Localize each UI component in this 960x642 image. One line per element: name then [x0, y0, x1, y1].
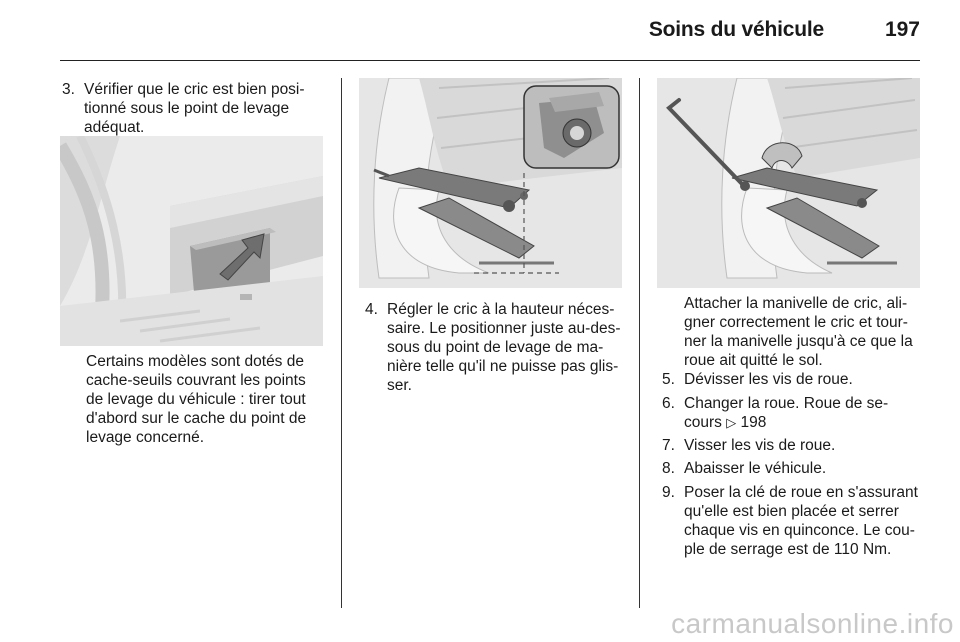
- text-line: Changer la roue. Roue de se-: [684, 395, 889, 412]
- column-divider-left: [341, 78, 342, 608]
- text-line: [684, 413, 888, 433]
- step-text: [684, 483, 918, 559]
- text-line: tionné sous le point de levage: [84, 100, 290, 117]
- text-line: Vérifier que le cric est bien posi-: [84, 81, 305, 98]
- text-line: ple de serrage est de 110 Nm.: [684, 541, 892, 558]
- sill-cover-illustration: [60, 136, 323, 346]
- text-line: d'abord sur le cache du point de: [86, 410, 307, 427]
- section-title: Soins du véhicule: [648, 18, 824, 41]
- figure-crank-handle: [657, 78, 920, 288]
- text-line: Poser la clé de roue en s'assurant: [684, 484, 918, 501]
- text-line: gner correctement le cric et tour-: [684, 314, 908, 331]
- step-number: 9.: [662, 484, 675, 501]
- step-number: 7.: [662, 437, 675, 454]
- step-text: [684, 459, 826, 478]
- step-number: 6.: [662, 395, 675, 412]
- page-number: 197: [884, 18, 920, 41]
- jack-position-illustration: [359, 78, 622, 288]
- step-number: 8.: [662, 460, 675, 477]
- step-number: 3.: [62, 81, 75, 98]
- text-line: chaque vis en quinconce. Le cou-: [684, 522, 915, 539]
- page-reference-arrow-icon: ▷: [726, 416, 737, 431]
- text-line: adéquat.: [84, 119, 145, 136]
- figure-sill-cover: [60, 136, 323, 346]
- text-line: cache-seuils couvrant les points: [86, 372, 306, 389]
- text-line: sous du point de levage de ma-: [387, 339, 604, 356]
- text-line: nière telle qu'il ne puisse pas glis-: [387, 358, 619, 375]
- page-reference-link[interactable]: 198: [740, 414, 767, 431]
- column-divider-right: [639, 78, 640, 608]
- text-line: qu'elle est bien placée et serrer: [684, 503, 899, 520]
- text-line: Attacher la manivelle de cric, ali-: [684, 295, 908, 312]
- text-line: roue ait quitté le sol.: [684, 352, 823, 369]
- text-line: Abaisser le véhicule.: [684, 460, 827, 477]
- step-text: [684, 370, 853, 389]
- text-line: Certains modèles sont dotés de: [86, 353, 304, 370]
- step-text: [684, 394, 888, 433]
- header-rule: [60, 60, 920, 61]
- figure-jack-position: [359, 78, 622, 288]
- step-3-continued: [684, 294, 924, 370]
- text-line: de levage du véhicule : tirer tout: [86, 391, 306, 408]
- text-line: Régler le cric à la hauteur néces-: [387, 301, 615, 318]
- text-line: ner la manivelle jusqu'à ce que la: [684, 333, 913, 350]
- text-line: Dévisser les vis de roue.: [684, 371, 853, 388]
- step-text: [84, 80, 305, 137]
- note-sill-cover: [86, 352, 336, 447]
- crank-handle-illustration: [657, 78, 920, 288]
- step-number: 4.: [365, 301, 378, 318]
- text-line: ser.: [387, 377, 412, 394]
- page-header: [60, 0, 920, 62]
- text-line: Visser les vis de roue.: [684, 437, 836, 454]
- step-text: [387, 300, 621, 395]
- step-text: [684, 436, 835, 455]
- step-number: 5.: [662, 371, 675, 388]
- watermark: carmanualsonline.info: [671, 608, 954, 639]
- text-line: levage concerné.: [86, 429, 205, 446]
- text-line: saire. Le positionner juste au-des-: [387, 320, 621, 337]
- text-fragment: cours: [684, 414, 722, 431]
